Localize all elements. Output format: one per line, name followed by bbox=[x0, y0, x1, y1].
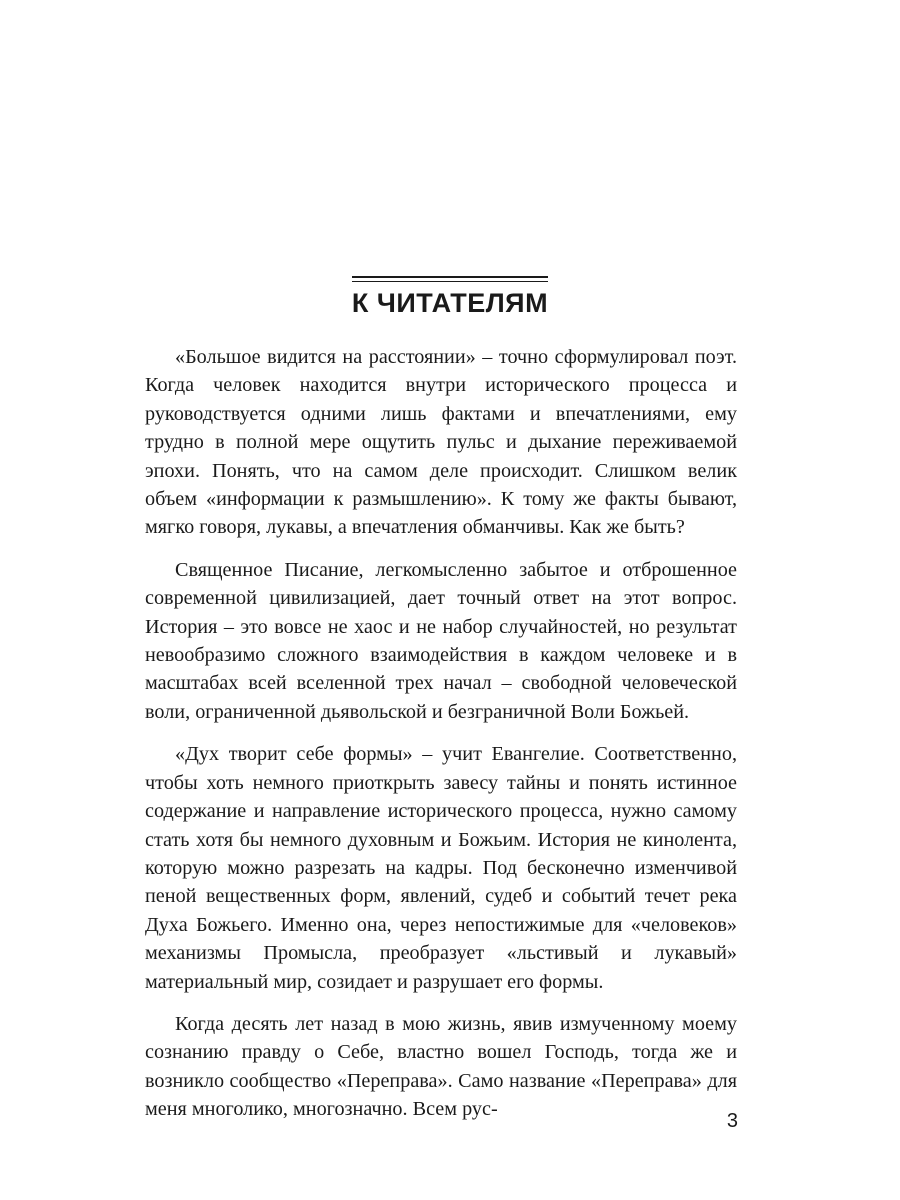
chapter-heading bbox=[0, 276, 900, 319]
heading-rule bbox=[352, 276, 548, 282]
paragraph-3: «Дух творит себе формы» – учит Евангелие. Соответственно, чтобы хоть немного приоткрыть завесу тайны и понять истинное содержание и направление исторического процесса, нужно самому стать хотя бы немного духовным и Божьим. История не кинолента, которую можно разрезать на кадры. Под бесконечно изменчивой пеной вещественных форм, явлений, судеб и событий течет река Духа Божьего. Именно она, через непостижимые для «человеков» механизмы Промысла, преобразует «льстивый и лукавый» материальный мир, созидает и разрушает его формы. bbox=[145, 743, 737, 993]
paragraph-4: Когда десять лет назад в мою жизнь, явив измученному моему сознанию правду о Себе, властно вошел Господь, тогда же и возникло сообщество «Переправа». Само название «Переправа» для меня многолико, многозначно. Всем рус- bbox=[145, 1012, 737, 1121]
page-number: 3 bbox=[726, 1110, 738, 1132]
paragraph-2: Священное Писание, легкомысленно забытое и отброшенное современной цивилизацией, дает точный ответ на этот вопрос. История – это вовсе не хаос и не набор случайностей, но результат невообразимо сложного взаимодействия в каждом человеке и в масштабах всей вселенной трех начал – свободной человеческой воли, ограниченной дьявольской и безграничной Воли Божьей. bbox=[145, 558, 737, 723]
paragraph-1: «Большое видится на расстоянии» – точно сформулировал поэт. Когда человек находится внутри исторического процесса и руководствуется одними лишь фактами и впечатлениями, ему трудно в полной мере ощутить пульс и дыхание переживаемой эпохи. Понять, что на самом деле происходит. Слишком велик объем «информации к размышлению». К тому же факты бывают, мягко говоря, лукавы, а впечатления обманчивы. Как же быть? bbox=[145, 346, 737, 539]
chapter-title: К ЧИТАТЕЛЯМ bbox=[351, 288, 549, 318]
chapter-body bbox=[145, 343, 737, 1138]
